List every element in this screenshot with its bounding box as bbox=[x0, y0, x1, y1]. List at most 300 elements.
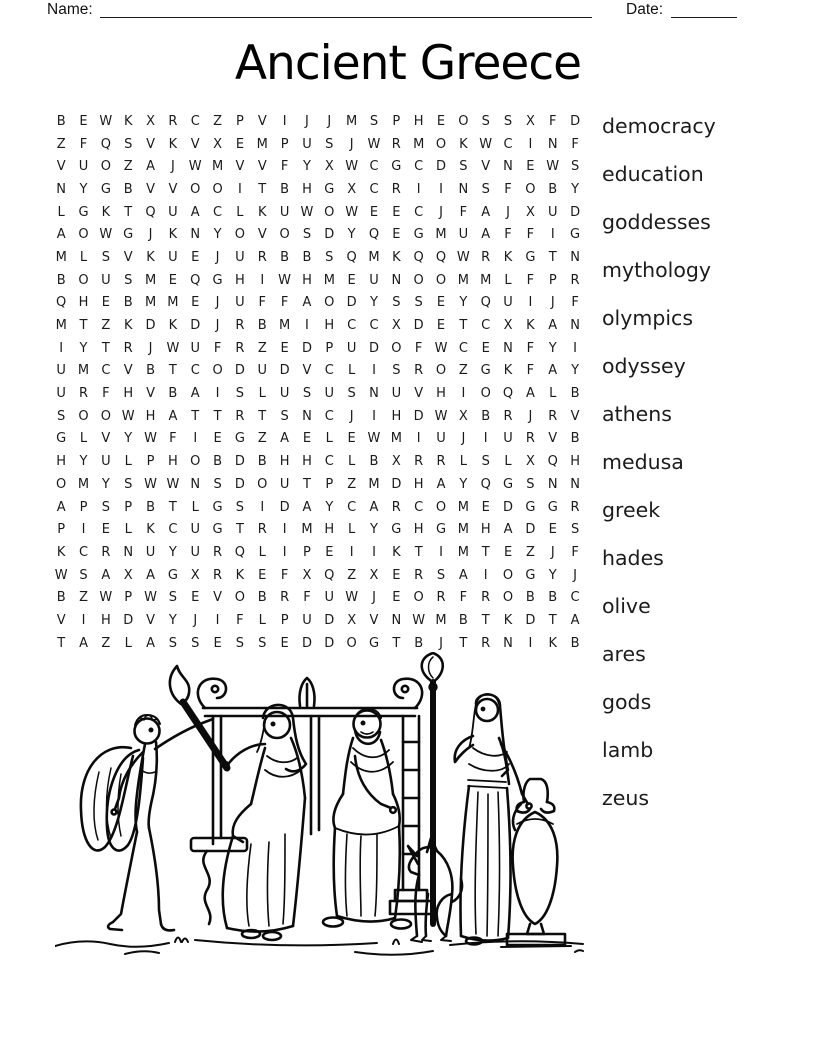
grid-cell: E bbox=[436, 318, 446, 334]
grid-cell: G bbox=[234, 431, 245, 447]
grid-cell: D bbox=[324, 227, 335, 243]
grid-cell: L bbox=[504, 454, 512, 470]
grid-cell: H bbox=[413, 522, 424, 538]
grid-cell: M bbox=[55, 318, 67, 334]
grid-cell: I bbox=[416, 181, 421, 197]
grid-cell: I bbox=[528, 295, 533, 311]
grid-cell: M bbox=[480, 272, 492, 288]
grid-cell: G bbox=[212, 499, 223, 515]
grid-cell: A bbox=[190, 386, 200, 402]
grid-cell: S bbox=[347, 386, 356, 402]
grid-cell: M bbox=[457, 522, 469, 538]
grid-cell: X bbox=[347, 612, 357, 628]
grid-cell: Z bbox=[525, 544, 535, 560]
grid-cell: L bbox=[124, 522, 132, 538]
grid-cell: V bbox=[213, 590, 223, 606]
grid-cell: I bbox=[439, 544, 443, 560]
grid-cell: K bbox=[146, 522, 155, 538]
grid-cell: X bbox=[324, 159, 334, 175]
grid-cell: T bbox=[392, 635, 401, 651]
grid-cell: G bbox=[100, 181, 111, 197]
grid-cell: L bbox=[79, 431, 88, 447]
grid-cell: Z bbox=[458, 363, 468, 379]
grid-cell: B bbox=[257, 454, 267, 470]
grid-cell: U bbox=[458, 227, 469, 243]
grid-cell: F bbox=[526, 340, 535, 356]
grid-cell: M bbox=[323, 272, 335, 288]
grid-cell: G bbox=[570, 227, 581, 243]
grid-cell: I bbox=[81, 522, 86, 538]
grid-cell: Q bbox=[435, 249, 447, 265]
grid-cell: A bbox=[458, 567, 468, 583]
grid-cell: A bbox=[481, 204, 491, 220]
grid-cell: F bbox=[571, 136, 579, 152]
grid-cell: O bbox=[435, 363, 447, 379]
grid-cell: D bbox=[190, 318, 201, 334]
grid-cell: Y bbox=[370, 522, 378, 538]
grid-cell: P bbox=[146, 454, 155, 470]
grid-cell: E bbox=[481, 499, 490, 515]
grid-cell: V bbox=[101, 431, 111, 447]
grid-cell: C bbox=[347, 318, 357, 334]
grid-cell: T bbox=[548, 612, 557, 628]
grid-cell: V bbox=[146, 612, 155, 628]
grid-cell: I bbox=[238, 181, 242, 197]
grid-cell: G bbox=[368, 635, 380, 651]
grid-cell: P bbox=[124, 590, 133, 606]
grid-cell: V bbox=[302, 363, 312, 379]
grid-cell: S bbox=[392, 295, 401, 311]
word-list-item: greek bbox=[602, 498, 661, 522]
grid-cell: E bbox=[526, 159, 535, 175]
grid-cell: G bbox=[435, 522, 447, 538]
grid-cell: X bbox=[302, 567, 312, 583]
grid-cell: L bbox=[348, 522, 356, 538]
grid-cell: W bbox=[144, 431, 157, 447]
grid-cell: Z bbox=[257, 431, 267, 447]
grid-cell: J bbox=[215, 318, 220, 334]
grid-cell: R bbox=[481, 590, 491, 606]
grid-cell: C bbox=[369, 318, 379, 334]
grid-cell: S bbox=[101, 249, 110, 265]
grid-cell: N bbox=[56, 181, 67, 197]
grid-cell: O bbox=[391, 340, 402, 356]
grid-cell: S bbox=[481, 454, 490, 470]
grid-cell: B bbox=[123, 181, 133, 197]
grid-cell: Y bbox=[79, 340, 88, 356]
grid-cell: N bbox=[570, 476, 580, 492]
grid-cell: O bbox=[324, 295, 335, 311]
grid-cell: U bbox=[190, 340, 200, 356]
grid-cell: N bbox=[369, 386, 379, 402]
grid-cell: I bbox=[550, 227, 555, 243]
grid-cell: L bbox=[504, 272, 512, 288]
grid-cell: D bbox=[279, 499, 290, 515]
grid-cell: X bbox=[391, 454, 401, 470]
grid-cell: E bbox=[191, 590, 200, 606]
grid-cell: G bbox=[78, 204, 89, 220]
grid-cell: A bbox=[570, 612, 580, 628]
grid-cell: U bbox=[302, 136, 312, 152]
word-list-item: education bbox=[602, 162, 704, 186]
grid-cell: F bbox=[526, 227, 535, 243]
grid-cell: M bbox=[77, 363, 90, 379]
grid-cell: F bbox=[526, 272, 535, 288]
grid-cell: S bbox=[235, 635, 245, 651]
grid-cell: G bbox=[413, 227, 424, 243]
grid-cell: F bbox=[414, 340, 423, 356]
grid-cell: A bbox=[548, 363, 558, 379]
grid-cell: A bbox=[146, 635, 155, 651]
grid-cell: Z bbox=[213, 113, 223, 129]
grid-cell: B bbox=[213, 454, 223, 470]
grid-cell: S bbox=[124, 272, 133, 288]
grid-cell: L bbox=[236, 204, 244, 220]
grid-cell: S bbox=[526, 476, 535, 492]
grid-cell: W bbox=[144, 590, 157, 606]
grid-cell: C bbox=[324, 408, 334, 424]
grid-cell: O bbox=[190, 454, 201, 470]
grid-cell: Q bbox=[324, 567, 335, 583]
grid-cell: P bbox=[548, 272, 557, 288]
grid-cell: F bbox=[258, 295, 266, 311]
grid-cell: D bbox=[413, 318, 424, 334]
grid-cell: W bbox=[54, 567, 68, 583]
grid-cell: O bbox=[279, 227, 290, 243]
grid-cell: M bbox=[457, 499, 469, 515]
grid-cell: G bbox=[503, 476, 514, 492]
grid-cell: D bbox=[413, 408, 424, 424]
grid-cell: E bbox=[101, 295, 110, 311]
grid-cell: G bbox=[525, 499, 536, 515]
grid-cell: A bbox=[369, 499, 379, 515]
grid-cell: E bbox=[101, 522, 110, 538]
grid-cell: U bbox=[503, 431, 513, 447]
grid-cell: I bbox=[483, 431, 488, 447]
grid-cell: N bbox=[391, 272, 402, 288]
grid-cell: E bbox=[392, 227, 401, 243]
grid-cell: C bbox=[190, 363, 200, 379]
grid-cell: E bbox=[392, 567, 401, 583]
grid-cell: B bbox=[146, 363, 155, 379]
grid-cell: A bbox=[302, 295, 312, 311]
grid-cell: O bbox=[413, 590, 424, 606]
grid-cell: J bbox=[550, 295, 555, 311]
grid-cell: F bbox=[280, 567, 289, 583]
grid-cell: N bbox=[123, 544, 134, 560]
grid-cell: S bbox=[414, 295, 423, 311]
grid-cell: O bbox=[78, 408, 89, 424]
grid-cell: I bbox=[372, 363, 376, 379]
grid-cell: R bbox=[436, 454, 446, 470]
grid-cell: U bbox=[324, 386, 335, 402]
grid-cell: S bbox=[302, 227, 312, 243]
grid-cell: M bbox=[368, 476, 380, 492]
grid-cell: E bbox=[347, 431, 356, 447]
grid-cell: J bbox=[439, 204, 443, 220]
grid-cell: L bbox=[325, 431, 333, 447]
grid-cell: A bbox=[56, 227, 66, 243]
grid-cell: X bbox=[503, 318, 513, 334]
grid-cell: J bbox=[461, 431, 466, 447]
grid-cell: B bbox=[257, 318, 267, 334]
grid-cell: S bbox=[235, 386, 245, 402]
grid-cell: R bbox=[414, 363, 424, 379]
grid-cell: X bbox=[347, 181, 357, 197]
grid-cell: H bbox=[145, 408, 156, 424]
grid-cell: E bbox=[436, 113, 446, 129]
grid-cell: U bbox=[279, 386, 290, 402]
grid-cell: U bbox=[324, 590, 335, 606]
grid-cell: V bbox=[257, 113, 267, 129]
grid-cell: F bbox=[303, 590, 311, 606]
grid-cell: E bbox=[79, 113, 88, 129]
grid-cell: S bbox=[124, 136, 133, 152]
grid-cell: K bbox=[168, 136, 178, 152]
grid-cell: D bbox=[570, 113, 581, 129]
grid-cell: Q bbox=[145, 204, 156, 220]
grid-cell: M bbox=[144, 272, 157, 288]
grid-cell: O bbox=[458, 113, 469, 129]
grid-cell: R bbox=[570, 272, 580, 288]
grid-cell: L bbox=[79, 249, 88, 265]
grid-cell: A bbox=[101, 567, 111, 583]
grid-cell: S bbox=[503, 113, 513, 129]
grid-cell: E bbox=[347, 272, 356, 288]
word-list-item: gods bbox=[602, 690, 652, 714]
grid-cell: T bbox=[258, 181, 267, 197]
grid-cell: W bbox=[434, 408, 448, 424]
grid-cell: J bbox=[148, 227, 153, 243]
grid-cell: C bbox=[414, 204, 424, 220]
grid-cell: N bbox=[570, 249, 580, 265]
grid-cell: A bbox=[79, 635, 88, 651]
grid-cell: N bbox=[547, 476, 558, 492]
word-list-item: lamb bbox=[602, 738, 654, 762]
grid-cell: V bbox=[369, 612, 379, 628]
grid-cell: H bbox=[391, 408, 402, 424]
grid-cell: S bbox=[280, 408, 289, 424]
grid-cell: S bbox=[258, 635, 267, 651]
grid-cell: S bbox=[191, 635, 200, 651]
grid-cell: A bbox=[436, 476, 446, 492]
grid-cell: K bbox=[503, 249, 513, 265]
grid-cell: F bbox=[79, 136, 88, 152]
grid-cell: W bbox=[166, 340, 180, 356]
grid-cell: T bbox=[124, 204, 133, 220]
grid-cell: P bbox=[236, 113, 244, 129]
grid-cell: S bbox=[436, 567, 446, 583]
grid-cell: E bbox=[191, 295, 200, 311]
grid-cell: S bbox=[325, 136, 334, 152]
grid-cell: T bbox=[191, 408, 200, 424]
grid-cell: U bbox=[168, 249, 178, 265]
grid-cell: O bbox=[435, 499, 447, 515]
grid-cell: E bbox=[392, 204, 401, 220]
grid-cell: A bbox=[56, 499, 66, 515]
grid-cell: Y bbox=[459, 295, 468, 311]
grid-cell: S bbox=[57, 408, 66, 424]
grid-cell: V bbox=[146, 386, 155, 402]
grid-cell: R bbox=[78, 386, 89, 402]
grid-cell: N bbox=[503, 159, 513, 175]
grid-cell: B bbox=[369, 454, 379, 470]
grid-cell: H bbox=[436, 386, 446, 402]
grid-cell: T bbox=[414, 544, 423, 560]
grid-cell: R bbox=[436, 590, 446, 606]
grid-cell: U bbox=[145, 544, 156, 560]
grid-cell: L bbox=[124, 454, 132, 470]
grid-cell: D bbox=[570, 204, 581, 220]
grid-cell: G bbox=[167, 567, 178, 583]
grid-cell: I bbox=[372, 544, 376, 560]
grid-cell: A bbox=[525, 386, 535, 402]
grid-cell: B bbox=[525, 590, 535, 606]
grid-cell: O bbox=[56, 476, 67, 492]
grid-cell: E bbox=[191, 249, 200, 265]
grid-cell: E bbox=[302, 431, 312, 447]
grid-cell: U bbox=[235, 249, 245, 265]
grid-cell: U bbox=[56, 363, 66, 379]
grid-cell: O bbox=[212, 363, 223, 379]
grid-cell: Z bbox=[257, 340, 267, 356]
grid-cell: K bbox=[392, 544, 401, 560]
grid-cell: Z bbox=[101, 635, 111, 651]
grid-cell: X bbox=[146, 113, 155, 129]
grid-cell: U bbox=[279, 204, 290, 220]
grid-cell: G bbox=[391, 159, 402, 175]
grid-cell: D bbox=[503, 499, 514, 515]
grid-cell: N bbox=[391, 612, 402, 628]
grid-cell: V bbox=[414, 386, 424, 402]
grid-cell: K bbox=[503, 612, 513, 628]
grid-cell: Y bbox=[571, 363, 580, 379]
grid-cell: I bbox=[260, 272, 265, 288]
grid-cell: I bbox=[59, 340, 64, 356]
grid-cell: H bbox=[570, 454, 580, 470]
grid-cell: B bbox=[257, 590, 267, 606]
grid-cell: R bbox=[123, 340, 133, 356]
grid-cell: B bbox=[123, 295, 133, 311]
grid-cell: L bbox=[258, 612, 266, 628]
grid-cell: W bbox=[99, 227, 113, 243]
grid-cell: G bbox=[525, 249, 536, 265]
grid-cell: T bbox=[258, 408, 267, 424]
grid-cell: T bbox=[481, 544, 490, 560]
grid-cell: I bbox=[461, 386, 466, 402]
grid-cell: F bbox=[459, 204, 468, 220]
grid-cell: E bbox=[235, 136, 245, 152]
grid-cell: H bbox=[302, 272, 312, 288]
grid-cell: B bbox=[481, 408, 491, 424]
grid-cell: Y bbox=[370, 295, 378, 311]
grid-cell: Y bbox=[459, 476, 468, 492]
grid-cell: T bbox=[481, 612, 490, 628]
grid-cell: Y bbox=[347, 227, 356, 243]
grid-cell: R bbox=[503, 408, 513, 424]
grid-cell: S bbox=[392, 363, 401, 379]
grid-cell: S bbox=[570, 522, 580, 538]
grid-cell: V bbox=[481, 159, 491, 175]
grid-cell: M bbox=[256, 136, 268, 152]
grid-cell: K bbox=[235, 567, 245, 583]
grid-cell: D bbox=[324, 635, 335, 651]
grid-cell: R bbox=[391, 181, 401, 197]
grid-cell: S bbox=[481, 181, 490, 197]
grid-cell: E bbox=[213, 431, 222, 447]
grid-cell: I bbox=[282, 522, 287, 538]
grid-cell: H bbox=[168, 454, 178, 470]
grid-cell: G bbox=[212, 522, 223, 538]
grid-cell: K bbox=[258, 204, 267, 220]
grid-cell: N bbox=[190, 476, 201, 492]
grid-cell: F bbox=[571, 295, 579, 311]
grid-cell: S bbox=[79, 567, 88, 583]
grid-cell: N bbox=[570, 318, 580, 334]
name-blank-line bbox=[100, 1, 592, 18]
grid-cell: I bbox=[282, 544, 287, 560]
grid-cell: S bbox=[459, 159, 468, 175]
grid-cell: N bbox=[302, 408, 312, 424]
grid-cell: X bbox=[369, 567, 379, 583]
grid-cell: S bbox=[302, 386, 312, 402]
grid-cell: X bbox=[123, 567, 133, 583]
grid-cell: Q bbox=[547, 454, 558, 470]
grid-cell: G bbox=[525, 567, 536, 583]
grid-cell: B bbox=[280, 249, 290, 265]
grid-cell: F bbox=[504, 181, 512, 197]
grid-cell: M bbox=[346, 113, 358, 129]
grid-cell: M bbox=[279, 318, 291, 334]
grid-cell: K bbox=[123, 318, 133, 334]
grid-cell: C bbox=[481, 318, 491, 334]
grid-cell: P bbox=[325, 476, 334, 492]
grid-cell: H bbox=[302, 181, 312, 197]
grid-cell: O bbox=[502, 590, 514, 606]
grid-cell: F bbox=[571, 544, 579, 560]
grid-cell: V bbox=[56, 159, 66, 175]
grid-cell: G bbox=[212, 272, 223, 288]
grid-cell: R bbox=[235, 318, 245, 334]
grid-cell: U bbox=[101, 454, 111, 470]
grid-cell: T bbox=[57, 635, 66, 651]
grid-cell: H bbox=[324, 318, 335, 334]
grid-cell: G bbox=[480, 363, 491, 379]
grid-cell: U bbox=[391, 386, 402, 402]
grid-cell: W bbox=[546, 159, 560, 175]
grid-cell: Z bbox=[101, 318, 111, 334]
grid-cell: Y bbox=[302, 159, 311, 175]
grid-cell: M bbox=[368, 249, 380, 265]
grid-cell: Y bbox=[548, 340, 557, 356]
grid-cell: A bbox=[146, 567, 155, 583]
grid-cell: M bbox=[435, 227, 447, 243]
grid-cell: C bbox=[190, 113, 200, 129]
grid-cell: C bbox=[369, 181, 379, 197]
grid-cell: Y bbox=[571, 181, 580, 197]
grid-cell: B bbox=[168, 386, 178, 402]
grid-cell: D bbox=[525, 612, 536, 628]
word-list bbox=[602, 102, 716, 822]
grid-cell: Y bbox=[325, 499, 334, 515]
grid-cell: O bbox=[234, 590, 246, 606]
grid-cell: I bbox=[528, 136, 533, 152]
grid-cell: C bbox=[324, 363, 334, 379]
grid-cell: I bbox=[215, 612, 220, 628]
grid-cell: K bbox=[168, 227, 178, 243]
word-list-item: goddesses bbox=[602, 210, 711, 234]
grid-cell: Q bbox=[368, 227, 380, 243]
